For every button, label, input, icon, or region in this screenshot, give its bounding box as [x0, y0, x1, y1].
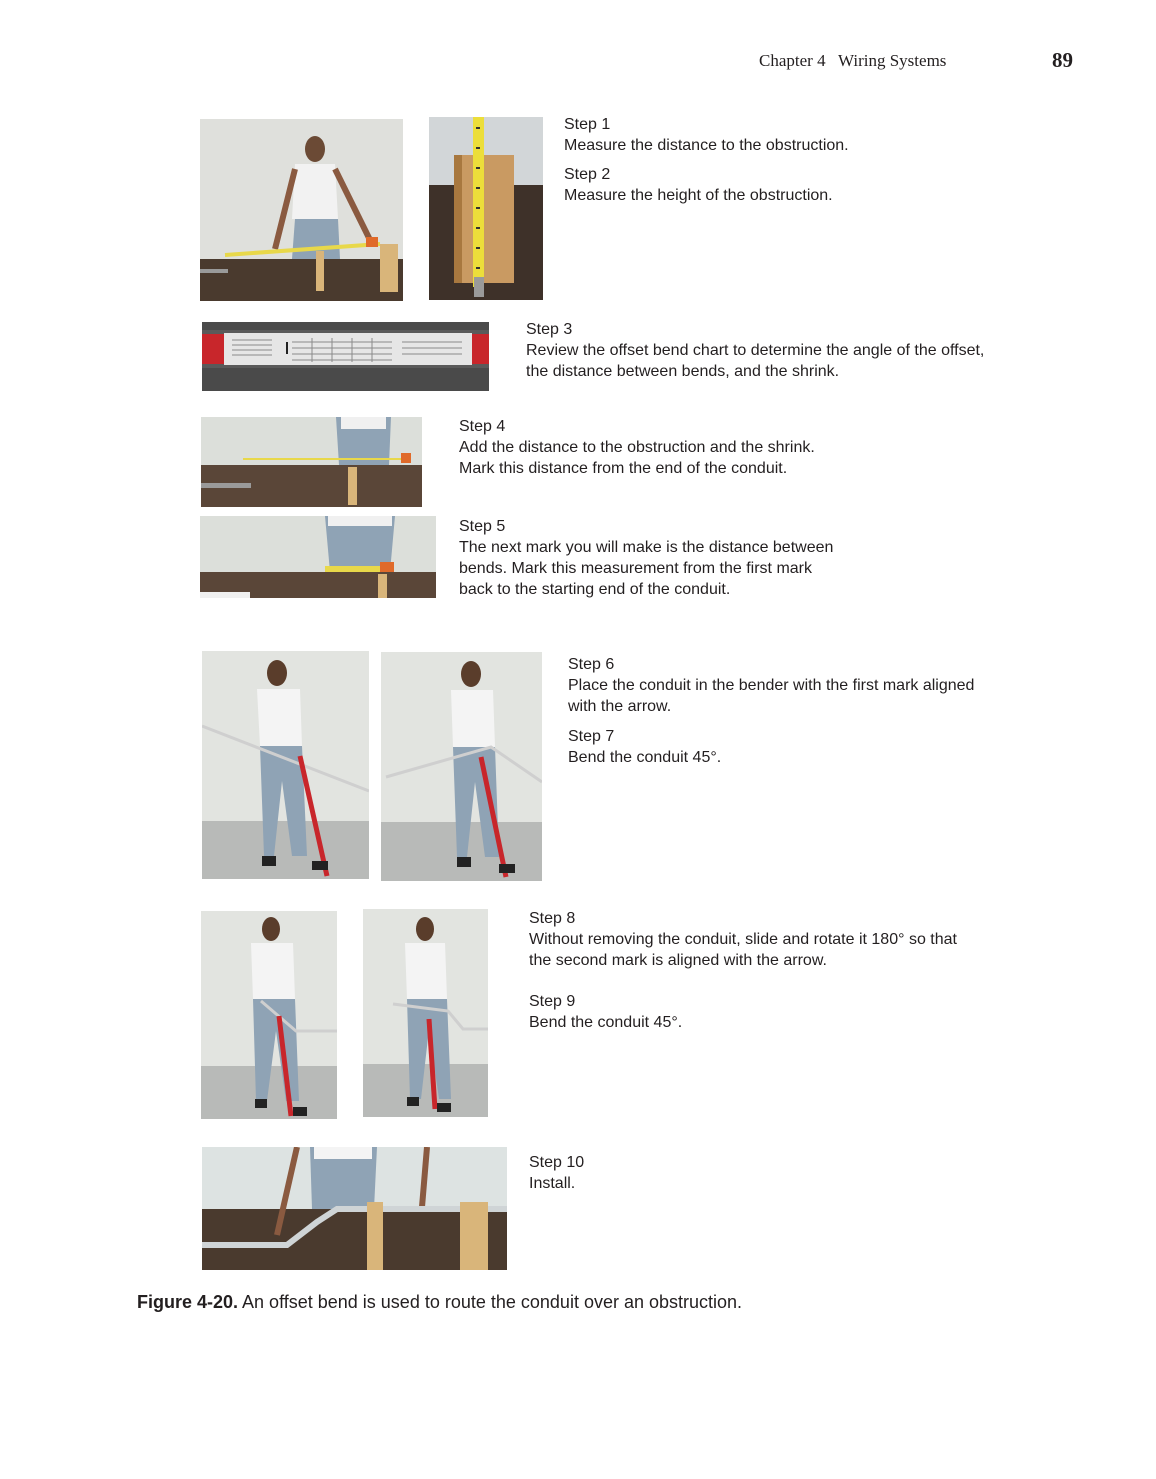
photo-bend-second-a	[201, 911, 337, 1119]
step-3	[526, 319, 984, 382]
step-5	[459, 516, 833, 600]
step-text: Without removing the conduit, slide and rotate it 180° so that	[529, 931, 957, 948]
step-label: Step 6	[568, 656, 615, 673]
step-label: Step 1	[564, 116, 611, 133]
figure-caption	[137, 1292, 742, 1313]
step-6	[568, 654, 974, 717]
photo-measure-height	[429, 117, 543, 300]
step-9	[529, 991, 682, 1033]
page-number: 89	[1052, 48, 1073, 72]
step-text: Place the conduit in the bender with the first mark aligned	[568, 677, 975, 694]
photo-measure-distance	[200, 119, 403, 301]
step-7	[568, 726, 721, 768]
step-text: Install.	[529, 1175, 576, 1192]
step-text: Measure the distance to the obstruction.	[564, 137, 849, 154]
photo-bender-chart	[202, 322, 489, 391]
step-text: Bend the conduit 45°.	[529, 1014, 683, 1031]
photo-bend-first-b	[381, 652, 542, 881]
step-label: Step 9	[529, 993, 576, 1010]
step-4	[459, 416, 815, 479]
photo-bend-second-b	[363, 909, 488, 1117]
step-text: The next mark you will make is the distance between	[459, 539, 834, 556]
step-text: Add the distance to the obstruction and the shrink.	[459, 439, 815, 456]
step-2	[564, 164, 833, 206]
step-text: the distance between bends, and the shrink.	[526, 363, 840, 380]
photo-bend-first-a	[202, 651, 369, 879]
step-10	[529, 1152, 584, 1194]
step-label: Step 7	[568, 728, 615, 745]
photo-mark-second	[200, 516, 436, 598]
photo-mark-first	[201, 417, 422, 507]
step-1	[564, 114, 849, 156]
step-text: Measure the height of the obstruction.	[564, 187, 833, 204]
step-label: Step 10	[529, 1154, 585, 1171]
step-text: Bend the conduit 45°.	[568, 749, 722, 766]
step-label: Step 3	[526, 321, 573, 338]
step-text: bends. Mark this measurement from the first mark	[459, 560, 812, 577]
photo-install	[202, 1147, 507, 1270]
step-label: Step 5	[459, 518, 506, 535]
step-8	[529, 908, 957, 971]
step-text: Review the offset bend chart to determine the angle of the offset,	[526, 342, 985, 359]
step-text: the second mark is aligned with the arrow.	[529, 952, 827, 969]
chapter-header: Chapter 4 Wiring Systems	[759, 51, 947, 70]
step-text: with the arrow.	[568, 698, 672, 715]
figure-label: Figure 4-20.	[137, 1292, 239, 1312]
step-text: back to the starting end of the conduit.	[459, 581, 731, 598]
step-text: Mark this distance from the end of the conduit.	[459, 460, 788, 477]
step-label: Step 2	[564, 166, 611, 183]
step-label: Step 4	[459, 418, 506, 435]
step-label: Step 8	[529, 910, 576, 927]
figure-caption-text: An offset bend is used to route the conduit over an obstruction.	[238, 1292, 743, 1312]
